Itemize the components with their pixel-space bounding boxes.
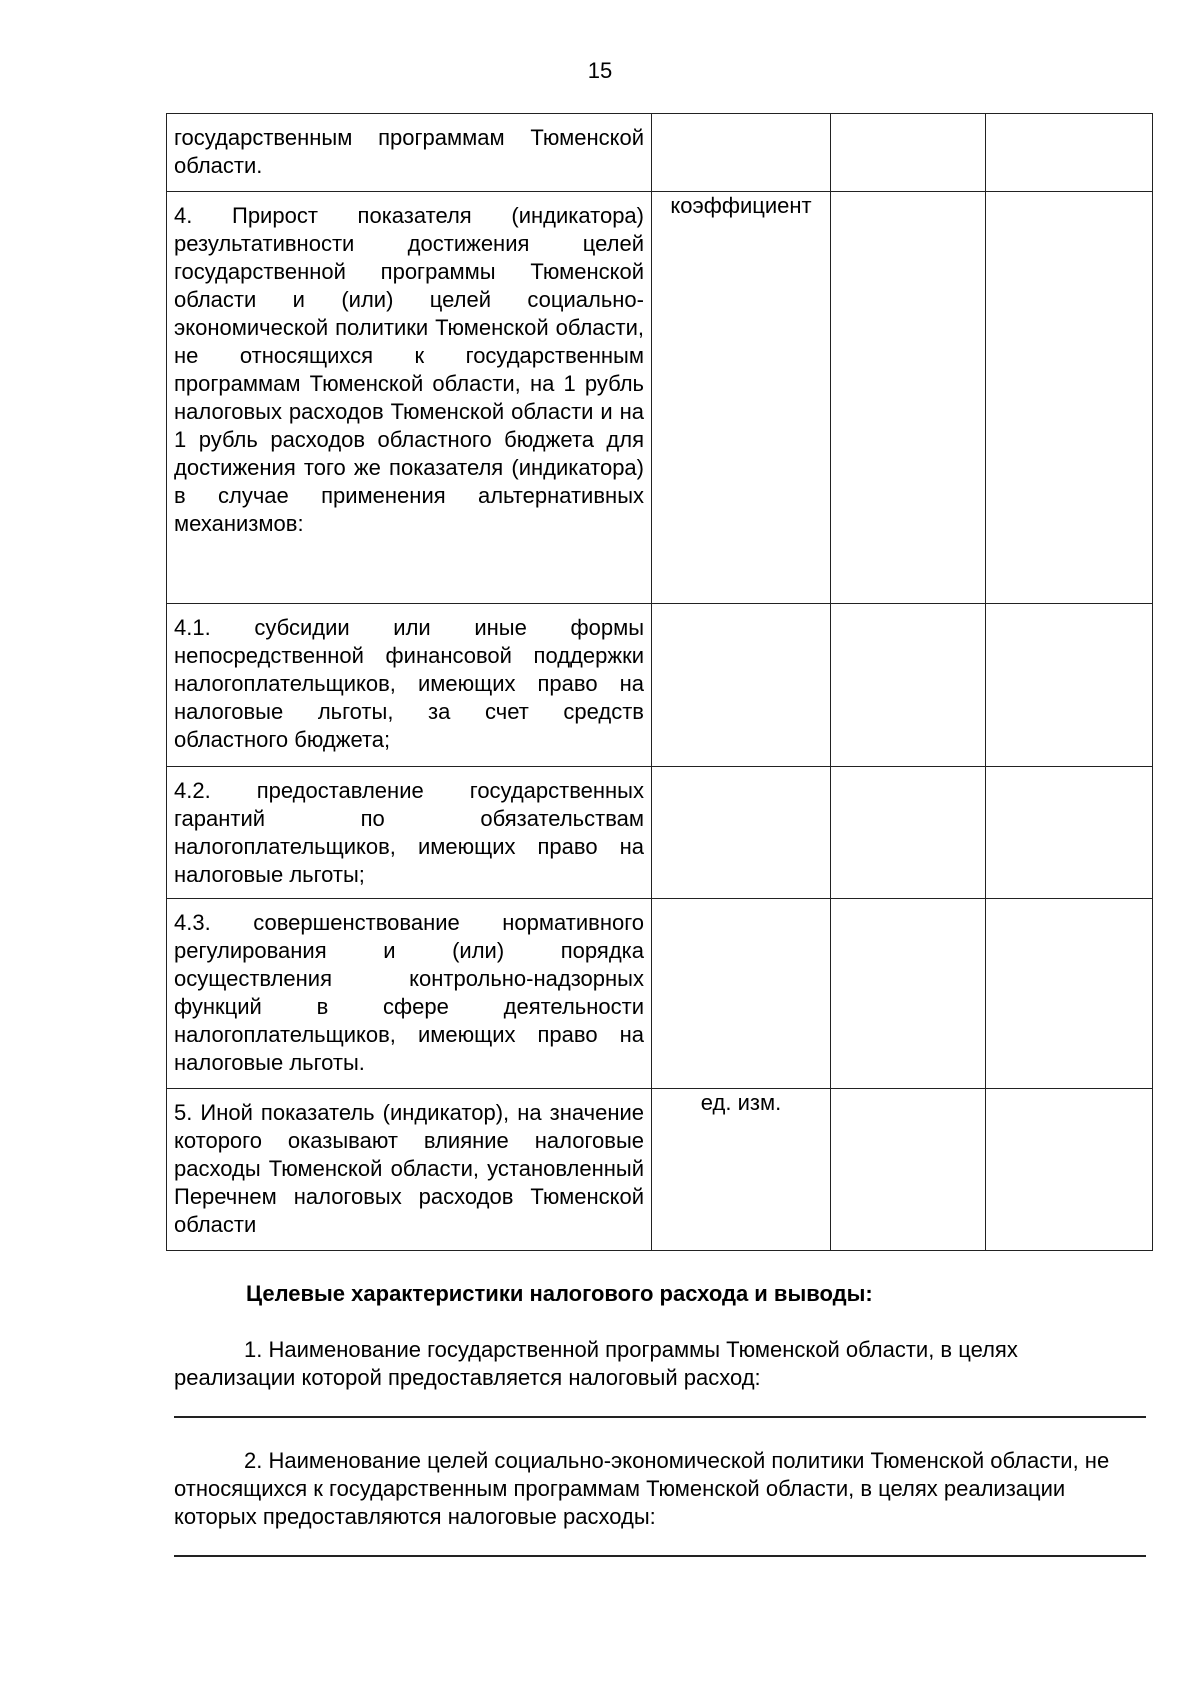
value-cell	[831, 767, 986, 899]
unit-cell	[652, 899, 831, 1089]
value-cell	[986, 192, 1153, 604]
table-row	[167, 1089, 1153, 1251]
value-cell	[986, 767, 1153, 899]
unit-cell	[652, 1089, 831, 1251]
table-row	[167, 604, 1153, 767]
value-cell	[986, 604, 1153, 767]
value-cell	[831, 899, 986, 1089]
table-row	[167, 192, 1153, 604]
page-number: 15	[587, 58, 613, 83]
table-row	[167, 767, 1153, 899]
indicator-cell	[167, 899, 652, 1089]
value-cell	[831, 604, 986, 767]
value-cell	[986, 114, 1153, 192]
value-cell	[831, 1089, 986, 1251]
indicator-cell	[167, 114, 652, 192]
value-cell	[986, 1089, 1153, 1251]
unit-cell	[652, 114, 831, 192]
unit-cell	[652, 192, 831, 604]
indicator-text: 4.1. субсидии или иные формы непосредственной финансовой поддержки налогоплательщиков, имеющих право на налоговые льготы, за счет средств областного бюджета;	[174, 615, 644, 752]
table-row	[167, 899, 1153, 1089]
indicator-text: 4. Прирост показателя (индикатора) результативности достижения целей государственной программы Тюменской области и (или) целей социально-экономической политики Тюменской области, не относящихся к государственным программам Тюменской области, на 1 рубль налоговых расходов Тюменской области и на 1 рубль расходов областного бюджета для достижения того же показателя (индикатора) в случае применения альтернативных механизмов:	[174, 203, 644, 536]
indicator-text: государственным программам Тюменской области.	[174, 125, 644, 178]
unit-text: ед. изм.	[700, 1090, 782, 1115]
indicator-text: 5. Иной показатель (индикатор), на значение которого оказывают влияние налоговые расходы Тюменской области, установленный Перечнем налоговых расходов Тюменской области	[174, 1100, 644, 1237]
paragraph-item-1: 1. Наименование государственной программы Тюменской области, в целях реализации которой предоставляется налоговый расход:	[174, 1337, 1018, 1390]
table-row	[167, 114, 1153, 192]
indicator-cell	[167, 767, 652, 899]
fill-in-line	[174, 1416, 1146, 1418]
indicator-text: 4.2. предоставление государственных гарантий по обязательствам налогоплательщиков, имеющих право на налоговые льготы;	[174, 778, 644, 887]
unit-cell	[652, 767, 831, 899]
indicators-table	[166, 113, 1153, 1251]
unit-text: коэффициент	[670, 193, 812, 218]
fill-in-line	[174, 1555, 1146, 1557]
indicator-cell	[167, 1089, 652, 1251]
unit-cell	[652, 604, 831, 767]
indicator-cell	[167, 192, 652, 604]
value-cell	[831, 114, 986, 192]
value-cell	[986, 899, 1153, 1089]
value-cell	[831, 192, 986, 604]
indicator-text: 4.3. совершенствование нормативного регулирования и (или) порядка осуществления контрольно-надзорных функций в сфере деятельности налогоплательщиков, имеющих право на налоговые льготы.	[174, 910, 644, 1075]
paragraph-item-2: 2. Наименование целей социально-экономической политики Тюменской области, не относящихся к государственным программам Тюменской области, в целях реализации которых предоставляются налоговые расходы:	[174, 1448, 1110, 1529]
section-title: Целевые характеристики налогового расхода и выводы:	[246, 1281, 873, 1306]
indicator-cell	[167, 604, 652, 767]
